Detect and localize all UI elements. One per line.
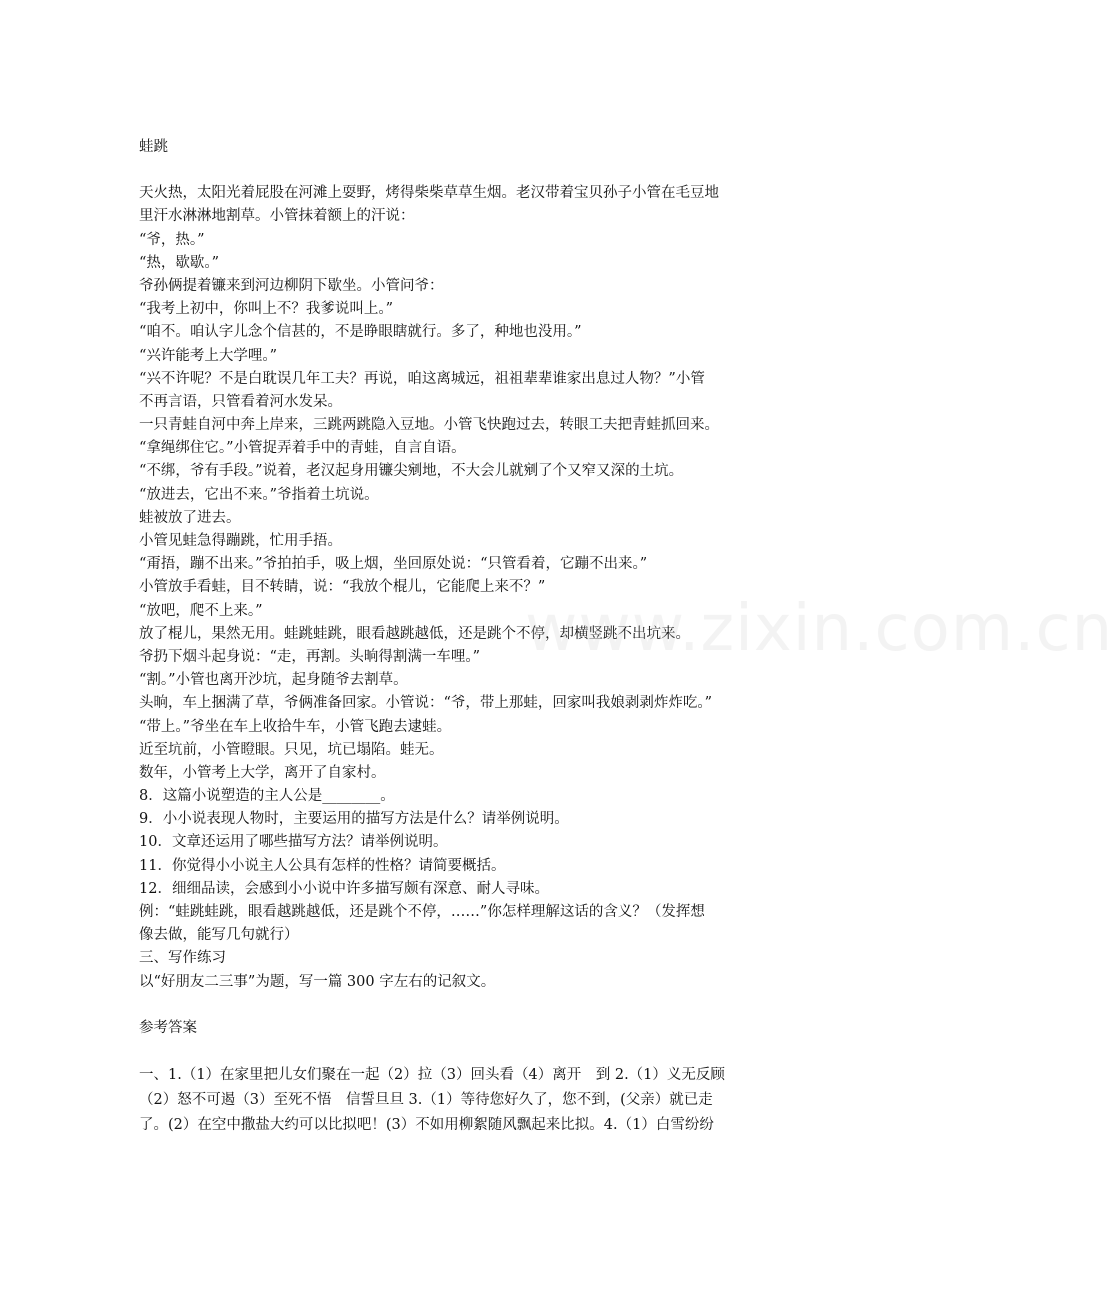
question-line: 以“好朋友二三事”为题，写一篇 300 字左右的记叙文。 (139, 973, 496, 990)
story-paragraph-line: “带上。”爷坐在车上收拾牛车，小管飞跑去逮蛙。 (139, 718, 452, 735)
questions-section (139, 785, 784, 994)
story-paragraph-line: “拿绳绑住它。”小管捉弄着手中的青蛙，自言自语。 (139, 440, 466, 457)
question-line: 三、写作练习 (139, 950, 226, 967)
story-paragraph-line: 不再言语，只管看着河水发呆。 (139, 393, 342, 410)
story-paragraph-line: “我考上初中，你叫上不？我爹说叫上。” (139, 301, 394, 318)
story-paragraph-line: 一只青蛙自河中奔上岸来，三跳两跳隐入豆地。小管飞快跑过去，转眼工夫把青蛙抓回来。 (139, 417, 719, 434)
answers-heading: 参考答案 (139, 1019, 197, 1036)
story-paragraph-line: “兴不许呢？不是白耽误几年工夫？再说，咱这离城远，祖祖辈辈谁家出息过人物？”小管 (139, 370, 705, 387)
story-body (139, 182, 784, 785)
story-paragraph-line: 小管放手看蛙，目不转睛，说：“我放个棍儿，它能爬上来不？” (139, 579, 546, 596)
story-paragraph-line: 放了棍儿，果然无用。蛙跳蛙跳，眼看越跳越低，还是跳个不停，却横竖跳不出坑来。 (139, 625, 690, 642)
answers-section (139, 1063, 784, 1138)
question-line: 例：“蛙跳蛙跳，眼看越跳越低，还是跳个不停，……”你怎样理解这话的含义？（发挥想 (139, 904, 705, 920)
story-paragraph-line: “放进去，它出不来。”爷指着土坑说。 (139, 486, 379, 503)
story-title: 蛙跳 (139, 139, 168, 155)
story-paragraph-line: “兴许能考上大学哩。” (139, 347, 278, 364)
answer-line: 了。(2）在空中撒盐大约可以比拟吧！(3）不如用柳絮随风飘起来比拟。4.（1）白雪纷纷 (139, 1116, 714, 1133)
story-paragraph-line: 蛙被放了进去。 (139, 509, 241, 526)
answer-line: 一、1.（1）在家里把儿女们聚在一起（2）拉（3）回头看（4）离开 到 2.（1）义无反顾 (139, 1066, 725, 1083)
story-paragraph-line: “不绑，爷有手段。”说着，老汉起身用镰尖剜地，不大会儿就剜了个又窄又深的土坑。 (139, 463, 684, 480)
story-paragraph-line: “甭捂，蹦不出来。”爷拍拍手，吸上烟，坐回原处说：“只管看着，它蹦不出来。” (139, 556, 648, 573)
story-paragraph-line: 小管见蛙急得蹦跳，忙用手捂。 (139, 533, 342, 549)
story-paragraph-line: 头晌，车上捆满了草，爷俩准备回家。小管说：“爷，带上那蛙，回家叫我娘剥剥炸炸吃。” (139, 695, 713, 712)
question-line: 像去做，能写几句就行） (139, 927, 299, 944)
story-paragraph-line: “咱不。咱认字儿念个信甚的，不是睁眼瞎就行。多了，种地也没用。” (139, 324, 582, 341)
watermark: www.zixin.com.cn (525, 592, 1113, 666)
story-paragraph-line: 爷孙俩提着镰来到河边柳阴下歇坐。小管问爷： (139, 277, 444, 294)
story-paragraph-line: 天火热，太阳光着屁股在河滩上耍野，烤得柴柴草草生烟。老汉带着宝贝孙子小管在毛豆地 (139, 185, 719, 202)
question-line: 11．你觉得小小说主人公具有怎样的性格？请简要概括。 (139, 857, 506, 874)
question-line: 12．细细品读，会感到小小说中许多描写颇有深意、耐人寻味。 (139, 880, 549, 897)
story-paragraph-line: “爷，热。” (139, 231, 205, 248)
question-line: 10．文章还运用了哪些描写方法？请举例说明。 (139, 834, 448, 851)
story-paragraph-line: “放吧，爬不上来。” (139, 602, 263, 619)
story-paragraph-line: “割。”小管也离开沙坑，起身随爷去割草。 (139, 672, 408, 689)
story-paragraph-line: 近至坑前，小管瞪眼。只见，坑已塌陷。蛙无。 (139, 741, 444, 758)
story-paragraph-line: 数年，小管考上大学，离开了自家村。 (139, 764, 386, 781)
answer-line: （2）怒不可遏（3）至死不悟 信誓旦旦 3.（1）等待您好久了，您不到，(父亲）就已走 (139, 1091, 713, 1108)
document-page (139, 136, 784, 1138)
story-paragraph-line: 爷扔下烟斗起身说：“走，再割。头晌得割满一车哩。” (139, 648, 481, 665)
question-line: 9．小小说表现人物时，主要运用的描写方法是什么？请举例说明。 (139, 811, 569, 828)
question-line: 8．这篇小说塑造的主人公是________。 (139, 788, 395, 805)
story-paragraph-line: “热，歇歇。” (139, 254, 220, 271)
story-paragraph-line: 里汗水淋淋地割草。小管抹着额上的汗说： (139, 208, 415, 225)
